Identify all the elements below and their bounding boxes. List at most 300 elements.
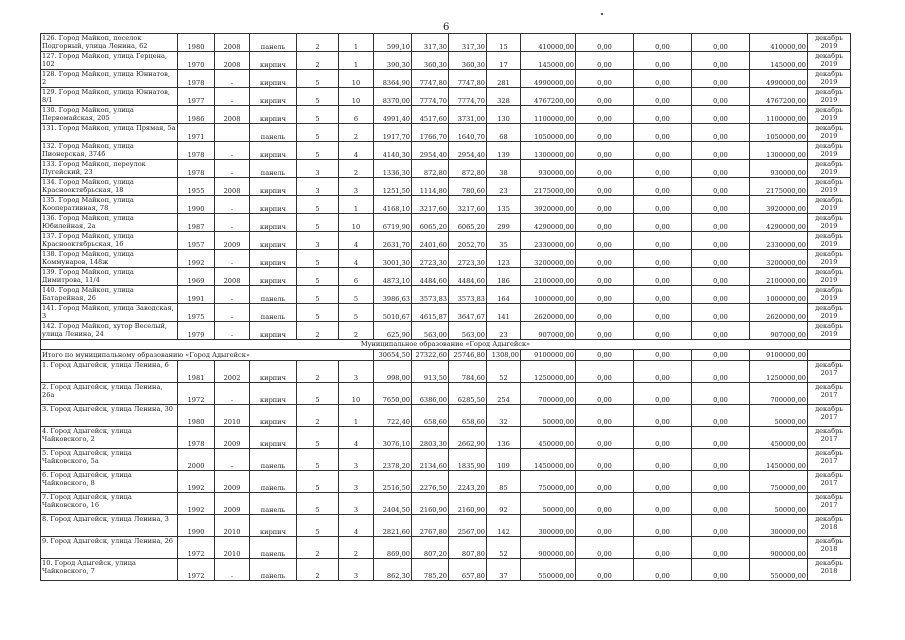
value1-cell: 0,00 bbox=[576, 361, 634, 383]
value4-cell: 2330000,00 bbox=[750, 232, 808, 250]
year-built-cell: 1978 bbox=[178, 70, 215, 88]
value4-cell: 145000,00 bbox=[750, 52, 808, 70]
address-cell: 7. Город Адыгейск, улица Чайковского, 16 bbox=[41, 493, 178, 515]
year-built-cell: 1972 bbox=[178, 537, 215, 559]
area-total-cell: 1336,30 bbox=[374, 160, 412, 178]
value4-cell: 750000,00 bbox=[750, 471, 808, 493]
value2-cell: 0,00 bbox=[634, 268, 692, 286]
year-built-cell: 1972 bbox=[178, 559, 215, 581]
year-built-cell: 1978 bbox=[178, 160, 215, 178]
value2-cell: 0,00 bbox=[634, 178, 692, 196]
total-v2: 0,00 bbox=[634, 350, 692, 361]
scan-speck bbox=[601, 13, 603, 15]
total-date bbox=[808, 350, 851, 361]
area-other-cell: 2567,00 bbox=[449, 515, 487, 537]
cost-cell: 550000,00 bbox=[521, 559, 576, 581]
area-living-cell: 4615,87 bbox=[412, 304, 449, 322]
area-total-cell: 1251,50 bbox=[374, 178, 412, 196]
floors-cell: 2 bbox=[297, 361, 339, 383]
cost-cell: 1000000,00 bbox=[521, 286, 576, 304]
area-other-cell: 784,60 bbox=[449, 361, 487, 383]
value3-cell: 0,00 bbox=[692, 268, 750, 286]
value2-cell: 0,00 bbox=[634, 124, 692, 142]
cost-cell: 1300000,00 bbox=[521, 142, 576, 160]
area-living-cell: 2954,40 bbox=[412, 142, 449, 160]
value2-cell: 0,00 bbox=[634, 304, 692, 322]
entrances-cell: 10 bbox=[339, 88, 374, 106]
table-row bbox=[41, 268, 851, 286]
value2-cell: 0,00 bbox=[634, 88, 692, 106]
table-row bbox=[41, 361, 851, 383]
deadline-cell: декабрь 2019 bbox=[808, 88, 851, 106]
value3-cell: 0,00 bbox=[692, 88, 750, 106]
section-title: Муниципальное образование «Город Адыгейск» bbox=[41, 340, 851, 350]
residents-cell: 37 bbox=[487, 559, 521, 581]
value4-cell: 1450000,00 bbox=[750, 449, 808, 471]
value1-cell: 0,00 bbox=[576, 160, 634, 178]
value3-cell: 0,00 bbox=[692, 286, 750, 304]
entrances-cell: 4 bbox=[339, 427, 374, 449]
area-living-cell: 7774,70 bbox=[412, 88, 449, 106]
area-other-cell: 3573,83 bbox=[449, 286, 487, 304]
area-total-cell: 6719,90 bbox=[374, 214, 412, 232]
table-body-adygeysk bbox=[41, 361, 851, 581]
residents-cell: 164 bbox=[487, 286, 521, 304]
value3-cell: 0,00 bbox=[692, 383, 750, 405]
material-cell: кирпич bbox=[250, 106, 297, 124]
year-repair-cell: - bbox=[215, 286, 250, 304]
material-cell: кирпич bbox=[250, 322, 297, 340]
table-row bbox=[41, 34, 851, 52]
value4-cell: 1300000,00 bbox=[750, 142, 808, 160]
value3-cell: 0,00 bbox=[692, 304, 750, 322]
material-cell: панель bbox=[250, 471, 297, 493]
address-cell: 133. Город Майкоп, переулок Пугейский, 23 bbox=[41, 160, 178, 178]
area-other-cell: 780,60 bbox=[449, 178, 487, 196]
year-built-cell: 1972 bbox=[178, 383, 215, 405]
value1-cell: 0,00 bbox=[576, 383, 634, 405]
area-total-cell: 2404,50 bbox=[374, 493, 412, 515]
table-row bbox=[41, 304, 851, 322]
entrances-cell: 4 bbox=[339, 142, 374, 160]
area-living-cell: 913,50 bbox=[412, 361, 449, 383]
year-built-cell: 1992 bbox=[178, 493, 215, 515]
material-cell: панель bbox=[250, 124, 297, 142]
area-living-cell: 2401,60 bbox=[412, 232, 449, 250]
value2-cell: 0,00 bbox=[634, 250, 692, 268]
value3-cell: 0,00 bbox=[692, 34, 750, 52]
area-other-cell: 658,60 bbox=[449, 405, 487, 427]
address-cell: 10. Город Адыгейск, улица Чайковского, 7 bbox=[41, 559, 178, 581]
year-built-cell: 1990 bbox=[178, 515, 215, 537]
area-living-cell: 785,20 bbox=[412, 559, 449, 581]
value2-cell: 0,00 bbox=[634, 52, 692, 70]
deadline-cell: декабрь 2019 bbox=[808, 322, 851, 340]
address-cell: 1. Город Адыгейск, улица Ленина, 6 bbox=[41, 361, 178, 383]
residents-cell: 281 bbox=[487, 70, 521, 88]
year-repair-cell: - bbox=[215, 70, 250, 88]
cost-cell: 4290000,00 bbox=[521, 214, 576, 232]
area-living-cell: 658,60 bbox=[412, 405, 449, 427]
entrances-cell: 5 bbox=[339, 304, 374, 322]
value1-cell: 0,00 bbox=[576, 124, 634, 142]
area-other-cell: 1640,70 bbox=[449, 124, 487, 142]
deadline-cell: декабрь 2019 bbox=[808, 178, 851, 196]
value1-cell: 0,00 bbox=[576, 493, 634, 515]
year-built-cell: 1987 bbox=[178, 214, 215, 232]
area-other-cell: 7774,70 bbox=[449, 88, 487, 106]
deadline-cell: декабрь 2019 bbox=[808, 214, 851, 232]
value2-cell: 0,00 bbox=[634, 286, 692, 304]
year-built-cell: 1970 bbox=[178, 52, 215, 70]
floors-cell: 2 bbox=[297, 559, 339, 581]
entrances-cell: 2 bbox=[339, 537, 374, 559]
table-row bbox=[41, 160, 851, 178]
address-cell: 138. Город Майкоп, улица Коммунаров, 148ж bbox=[41, 250, 178, 268]
residents-cell: 254 bbox=[487, 383, 521, 405]
value3-cell: 0,00 bbox=[692, 142, 750, 160]
cost-cell: 2175000,00 bbox=[521, 178, 576, 196]
table-section bbox=[41, 340, 851, 361]
value3-cell: 0,00 bbox=[692, 427, 750, 449]
floors-cell: 5 bbox=[297, 427, 339, 449]
entrances-cell: 6 bbox=[339, 106, 374, 124]
material-cell: кирпич bbox=[250, 250, 297, 268]
floors-cell: 2 bbox=[297, 537, 339, 559]
table-row bbox=[41, 405, 851, 427]
value1-cell: 0,00 bbox=[576, 322, 634, 340]
value3-cell: 0,00 bbox=[692, 471, 750, 493]
table-row bbox=[41, 232, 851, 250]
material-cell: панель bbox=[250, 559, 297, 581]
value2-cell: 0,00 bbox=[634, 515, 692, 537]
deadline-cell: декабрь 2019 bbox=[808, 124, 851, 142]
year-built-cell: 1975 bbox=[178, 304, 215, 322]
value3-cell: 0,00 bbox=[692, 160, 750, 178]
area-other-cell: 6285,50 bbox=[449, 383, 487, 405]
year-repair-cell: 2009 bbox=[215, 427, 250, 449]
floors-cell: 5 bbox=[297, 471, 339, 493]
area-other-cell: 2160,90 bbox=[449, 493, 487, 515]
area-living-cell: 2134,60 bbox=[412, 449, 449, 471]
value1-cell: 0,00 bbox=[576, 268, 634, 286]
value3-cell: 0,00 bbox=[692, 250, 750, 268]
value4-cell: 700000,00 bbox=[750, 383, 808, 405]
material-cell: панель bbox=[250, 160, 297, 178]
table-row bbox=[41, 142, 851, 160]
floors-cell: 5 bbox=[297, 268, 339, 286]
deadline-cell: декабрь 2019 bbox=[808, 268, 851, 286]
value2-cell: 0,00 bbox=[634, 34, 692, 52]
table-row bbox=[41, 250, 851, 268]
area-other-cell: 6065,20 bbox=[449, 214, 487, 232]
value2-cell: 0,00 bbox=[634, 537, 692, 559]
value2-cell: 0,00 bbox=[634, 361, 692, 383]
year-repair-cell: 2008 bbox=[215, 106, 250, 124]
deadline-cell: декабрь 2019 bbox=[808, 160, 851, 178]
area-other-cell: 657,80 bbox=[449, 559, 487, 581]
entrances-cell: 10 bbox=[339, 214, 374, 232]
material-cell: панель bbox=[250, 304, 297, 322]
cost-cell: 900000,00 bbox=[521, 537, 576, 559]
value4-cell: 1050000,00 bbox=[750, 124, 808, 142]
deadline-cell: декабрь 2018 bbox=[808, 537, 851, 559]
area-living-cell: 2803,30 bbox=[412, 427, 449, 449]
area-living-cell: 4484,60 bbox=[412, 268, 449, 286]
floors-cell: 5 bbox=[297, 493, 339, 515]
value4-cell: 450000,00 bbox=[750, 427, 808, 449]
deadline-cell: декабрь 2019 bbox=[808, 34, 851, 52]
value3-cell: 0,00 bbox=[692, 232, 750, 250]
year-built-cell: 1991 bbox=[178, 286, 215, 304]
area-other-cell: 872,80 bbox=[449, 160, 487, 178]
residents-cell: 68 bbox=[487, 124, 521, 142]
address-cell: 142. Город Майкоп, хутор Веселый, улица Ленина, 24 bbox=[41, 322, 178, 340]
value4-cell: 2175000,00 bbox=[750, 178, 808, 196]
entrances-cell: 1 bbox=[339, 405, 374, 427]
address-cell: 139. Город Майкоп, улица Димитрова, 11/4 bbox=[41, 268, 178, 286]
housing-table bbox=[40, 33, 851, 581]
value1-cell: 0,00 bbox=[576, 559, 634, 581]
residents-cell: 136 bbox=[487, 427, 521, 449]
value1-cell: 0,00 bbox=[576, 178, 634, 196]
address-cell: 135. Город Майкоп, улица Кооперативная, 78 bbox=[41, 196, 178, 214]
area-living-cell: 872,80 bbox=[412, 160, 449, 178]
value3-cell: 0,00 bbox=[692, 515, 750, 537]
floors-cell: 5 bbox=[297, 106, 339, 124]
total-label: Итого по муниципальному образованию «Город Адыгейск» bbox=[41, 350, 374, 361]
residents-cell: 299 bbox=[487, 214, 521, 232]
year-repair-cell: - bbox=[215, 160, 250, 178]
value1-cell: 0,00 bbox=[576, 471, 634, 493]
entrances-cell: 6 bbox=[339, 268, 374, 286]
cost-cell: 3200000,00 bbox=[521, 250, 576, 268]
deadline-cell: декабрь 2019 bbox=[808, 286, 851, 304]
material-cell: кирпич bbox=[250, 268, 297, 286]
area-total-cell: 722,40 bbox=[374, 405, 412, 427]
value2-cell: 0,00 bbox=[634, 427, 692, 449]
residents-cell: 109 bbox=[487, 449, 521, 471]
value4-cell: 4290000,00 bbox=[750, 214, 808, 232]
value2-cell: 0,00 bbox=[634, 214, 692, 232]
floors-cell: 5 bbox=[297, 515, 339, 537]
year-repair-cell: - bbox=[215, 142, 250, 160]
material-cell: кирпич bbox=[250, 214, 297, 232]
floors-cell: 5 bbox=[297, 196, 339, 214]
year-repair-cell: 2009 bbox=[215, 471, 250, 493]
address-cell: 9. Город Адыгейск, улица Ленина, 26 bbox=[41, 537, 178, 559]
table-row bbox=[41, 537, 851, 559]
entrances-cell: 4 bbox=[339, 232, 374, 250]
entrances-cell: 10 bbox=[339, 383, 374, 405]
material-cell: панель bbox=[250, 537, 297, 559]
entrances-cell: 3 bbox=[339, 471, 374, 493]
year-repair-cell: - bbox=[215, 449, 250, 471]
area-living-cell: 1114,80 bbox=[412, 178, 449, 196]
value2-cell: 0,00 bbox=[634, 383, 692, 405]
material-cell: кирпич bbox=[250, 142, 297, 160]
area-total-cell: 862,30 bbox=[374, 559, 412, 581]
cost-cell: 50000,00 bbox=[521, 405, 576, 427]
residents-cell: 35 bbox=[487, 232, 521, 250]
deadline-cell: декабрь 2017 bbox=[808, 493, 851, 515]
entrances-cell: 1 bbox=[339, 34, 374, 52]
address-cell: 132. Город Майкоп, улица Пионерская, 374б bbox=[41, 142, 178, 160]
deadline-cell: декабрь 2019 bbox=[808, 304, 851, 322]
year-built-cell: 1977 bbox=[178, 88, 215, 106]
total-cost: 9100000,00 bbox=[521, 350, 576, 361]
area-other-cell: 2723,30 bbox=[449, 250, 487, 268]
material-cell: кирпич bbox=[250, 196, 297, 214]
value4-cell: 300000,00 bbox=[750, 515, 808, 537]
deadline-cell: декабрь 2019 bbox=[808, 232, 851, 250]
year-repair-cell: 2008 bbox=[215, 34, 250, 52]
total-v4: 9100000,00 bbox=[750, 350, 808, 361]
cost-cell: 750000,00 bbox=[521, 471, 576, 493]
address-cell: 128. Город Майкоп, улица Юннатов, 2 bbox=[41, 70, 178, 88]
value4-cell: 2100000,00 bbox=[750, 268, 808, 286]
floors-cell: 2 bbox=[297, 52, 339, 70]
value4-cell: 4767200,00 bbox=[750, 88, 808, 106]
cost-cell: 3920000,00 bbox=[521, 196, 576, 214]
residents-cell: 15 bbox=[487, 34, 521, 52]
area-total-cell: 3076,10 bbox=[374, 427, 412, 449]
residents-cell: 139 bbox=[487, 142, 521, 160]
area-total-cell: 4168,10 bbox=[374, 196, 412, 214]
cost-cell: 1450000,00 bbox=[521, 449, 576, 471]
cost-cell: 2620000,00 bbox=[521, 304, 576, 322]
table-row bbox=[41, 196, 851, 214]
year-built-cell: 1980 bbox=[178, 34, 215, 52]
entrances-cell: 4 bbox=[339, 250, 374, 268]
cost-cell: 4990000,00 bbox=[521, 70, 576, 88]
entrances-cell: 2 bbox=[339, 160, 374, 178]
area-total-cell: 599,10 bbox=[374, 34, 412, 52]
year-built-cell: 1978 bbox=[178, 427, 215, 449]
year-repair-cell: 2010 bbox=[215, 405, 250, 427]
cost-cell: 907000,00 bbox=[521, 322, 576, 340]
area-total-cell: 4873,10 bbox=[374, 268, 412, 286]
year-built-cell: 1986 bbox=[178, 106, 215, 124]
table-row bbox=[41, 427, 851, 449]
address-cell: 134. Город Майкоп, улица Краснооктябрьская, 18 bbox=[41, 178, 178, 196]
deadline-cell: декабрь 2019 bbox=[808, 70, 851, 88]
value3-cell: 0,00 bbox=[692, 124, 750, 142]
value2-cell: 0,00 bbox=[634, 142, 692, 160]
material-cell: кирпич bbox=[250, 52, 297, 70]
area-total-cell: 8364,90 bbox=[374, 70, 412, 88]
cost-cell: 2100000,00 bbox=[521, 268, 576, 286]
deadline-cell: декабрь 2017 bbox=[808, 449, 851, 471]
area-other-cell: 7747,80 bbox=[449, 70, 487, 88]
address-cell: 140. Город Майкоп, улица Батарейная, 26 bbox=[41, 286, 178, 304]
deadline-cell: декабрь 2019 bbox=[808, 250, 851, 268]
area-living-cell: 6386,00 bbox=[412, 383, 449, 405]
area-other-cell: 3217,60 bbox=[449, 196, 487, 214]
address-cell: 5. Город Адыгейск, улица Чайковского, 5а bbox=[41, 449, 178, 471]
area-living-cell: 3573,83 bbox=[412, 286, 449, 304]
value3-cell: 0,00 bbox=[692, 52, 750, 70]
deadline-cell: декабрь 2018 bbox=[808, 515, 851, 537]
value2-cell: 0,00 bbox=[634, 232, 692, 250]
value2-cell: 0,00 bbox=[634, 322, 692, 340]
entrances-cell: 3 bbox=[339, 559, 374, 581]
area-living-cell: 6065,20 bbox=[412, 214, 449, 232]
year-built-cell: 1990 bbox=[178, 196, 215, 214]
cost-cell: 1050000,00 bbox=[521, 124, 576, 142]
value1-cell: 0,00 bbox=[576, 286, 634, 304]
residents-cell: 135 bbox=[487, 196, 521, 214]
value4-cell: 907000,00 bbox=[750, 322, 808, 340]
entrances-cell: 4 bbox=[339, 515, 374, 537]
page-number: 6 bbox=[443, 22, 450, 33]
area-other-cell: 2243,20 bbox=[449, 471, 487, 493]
address-cell: 136. Город Майкоп, улица Юбилейная, 2а bbox=[41, 214, 178, 232]
cost-cell: 410000,00 bbox=[521, 34, 576, 52]
year-built-cell: 1980 bbox=[178, 405, 215, 427]
value1-cell: 0,00 bbox=[576, 232, 634, 250]
floors-cell: 5 bbox=[297, 304, 339, 322]
residents-cell: 85 bbox=[487, 471, 521, 493]
year-repair-cell: 2009 bbox=[215, 493, 250, 515]
value1-cell: 0,00 bbox=[576, 196, 634, 214]
material-cell: кирпич bbox=[250, 383, 297, 405]
table-row bbox=[41, 106, 851, 124]
area-other-cell: 2052,70 bbox=[449, 232, 487, 250]
material-cell: панель bbox=[250, 449, 297, 471]
area-other-cell: 2954,40 bbox=[449, 142, 487, 160]
year-repair-cell: - bbox=[215, 304, 250, 322]
value3-cell: 0,00 bbox=[692, 493, 750, 515]
value4-cell: 3200000,00 bbox=[750, 250, 808, 268]
floors-cell: 5 bbox=[297, 124, 339, 142]
area-other-cell: 3647,67 bbox=[449, 304, 487, 322]
value3-cell: 0,00 bbox=[692, 196, 750, 214]
material-cell: кирпич bbox=[250, 361, 297, 383]
year-repair-cell: 2002 bbox=[215, 361, 250, 383]
area-living-cell: 360,30 bbox=[412, 52, 449, 70]
area-total-cell: 3001,30 bbox=[374, 250, 412, 268]
entrances-cell: 2 bbox=[339, 124, 374, 142]
year-repair-cell: 2008 bbox=[215, 178, 250, 196]
total-area-total: 30654,50 bbox=[374, 350, 412, 361]
entrances-cell: 3 bbox=[339, 493, 374, 515]
table-row bbox=[41, 515, 851, 537]
year-repair-cell: - bbox=[215, 214, 250, 232]
value2-cell: 0,00 bbox=[634, 493, 692, 515]
year-repair-cell: 2010 bbox=[215, 537, 250, 559]
floors-cell: 5 bbox=[297, 214, 339, 232]
deadline-cell: декабрь 2019 bbox=[808, 196, 851, 214]
value4-cell: 930000,00 bbox=[750, 160, 808, 178]
residents-cell: 141 bbox=[487, 304, 521, 322]
floors-cell: 2 bbox=[297, 405, 339, 427]
table-row bbox=[41, 322, 851, 340]
value3-cell: 0,00 bbox=[692, 361, 750, 383]
value1-cell: 0,00 bbox=[576, 449, 634, 471]
area-living-cell: 3217,60 bbox=[412, 196, 449, 214]
material-cell: кирпич bbox=[250, 427, 297, 449]
table-row bbox=[41, 88, 851, 106]
table-row bbox=[41, 286, 851, 304]
material-cell: кирпич bbox=[250, 405, 297, 427]
value1-cell: 0,00 bbox=[576, 142, 634, 160]
table-row bbox=[41, 178, 851, 196]
value4-cell: 50000,00 bbox=[750, 493, 808, 515]
area-other-cell: 2662,90 bbox=[449, 427, 487, 449]
value4-cell: 550000,00 bbox=[750, 559, 808, 581]
year-repair-cell: 2008 bbox=[215, 52, 250, 70]
